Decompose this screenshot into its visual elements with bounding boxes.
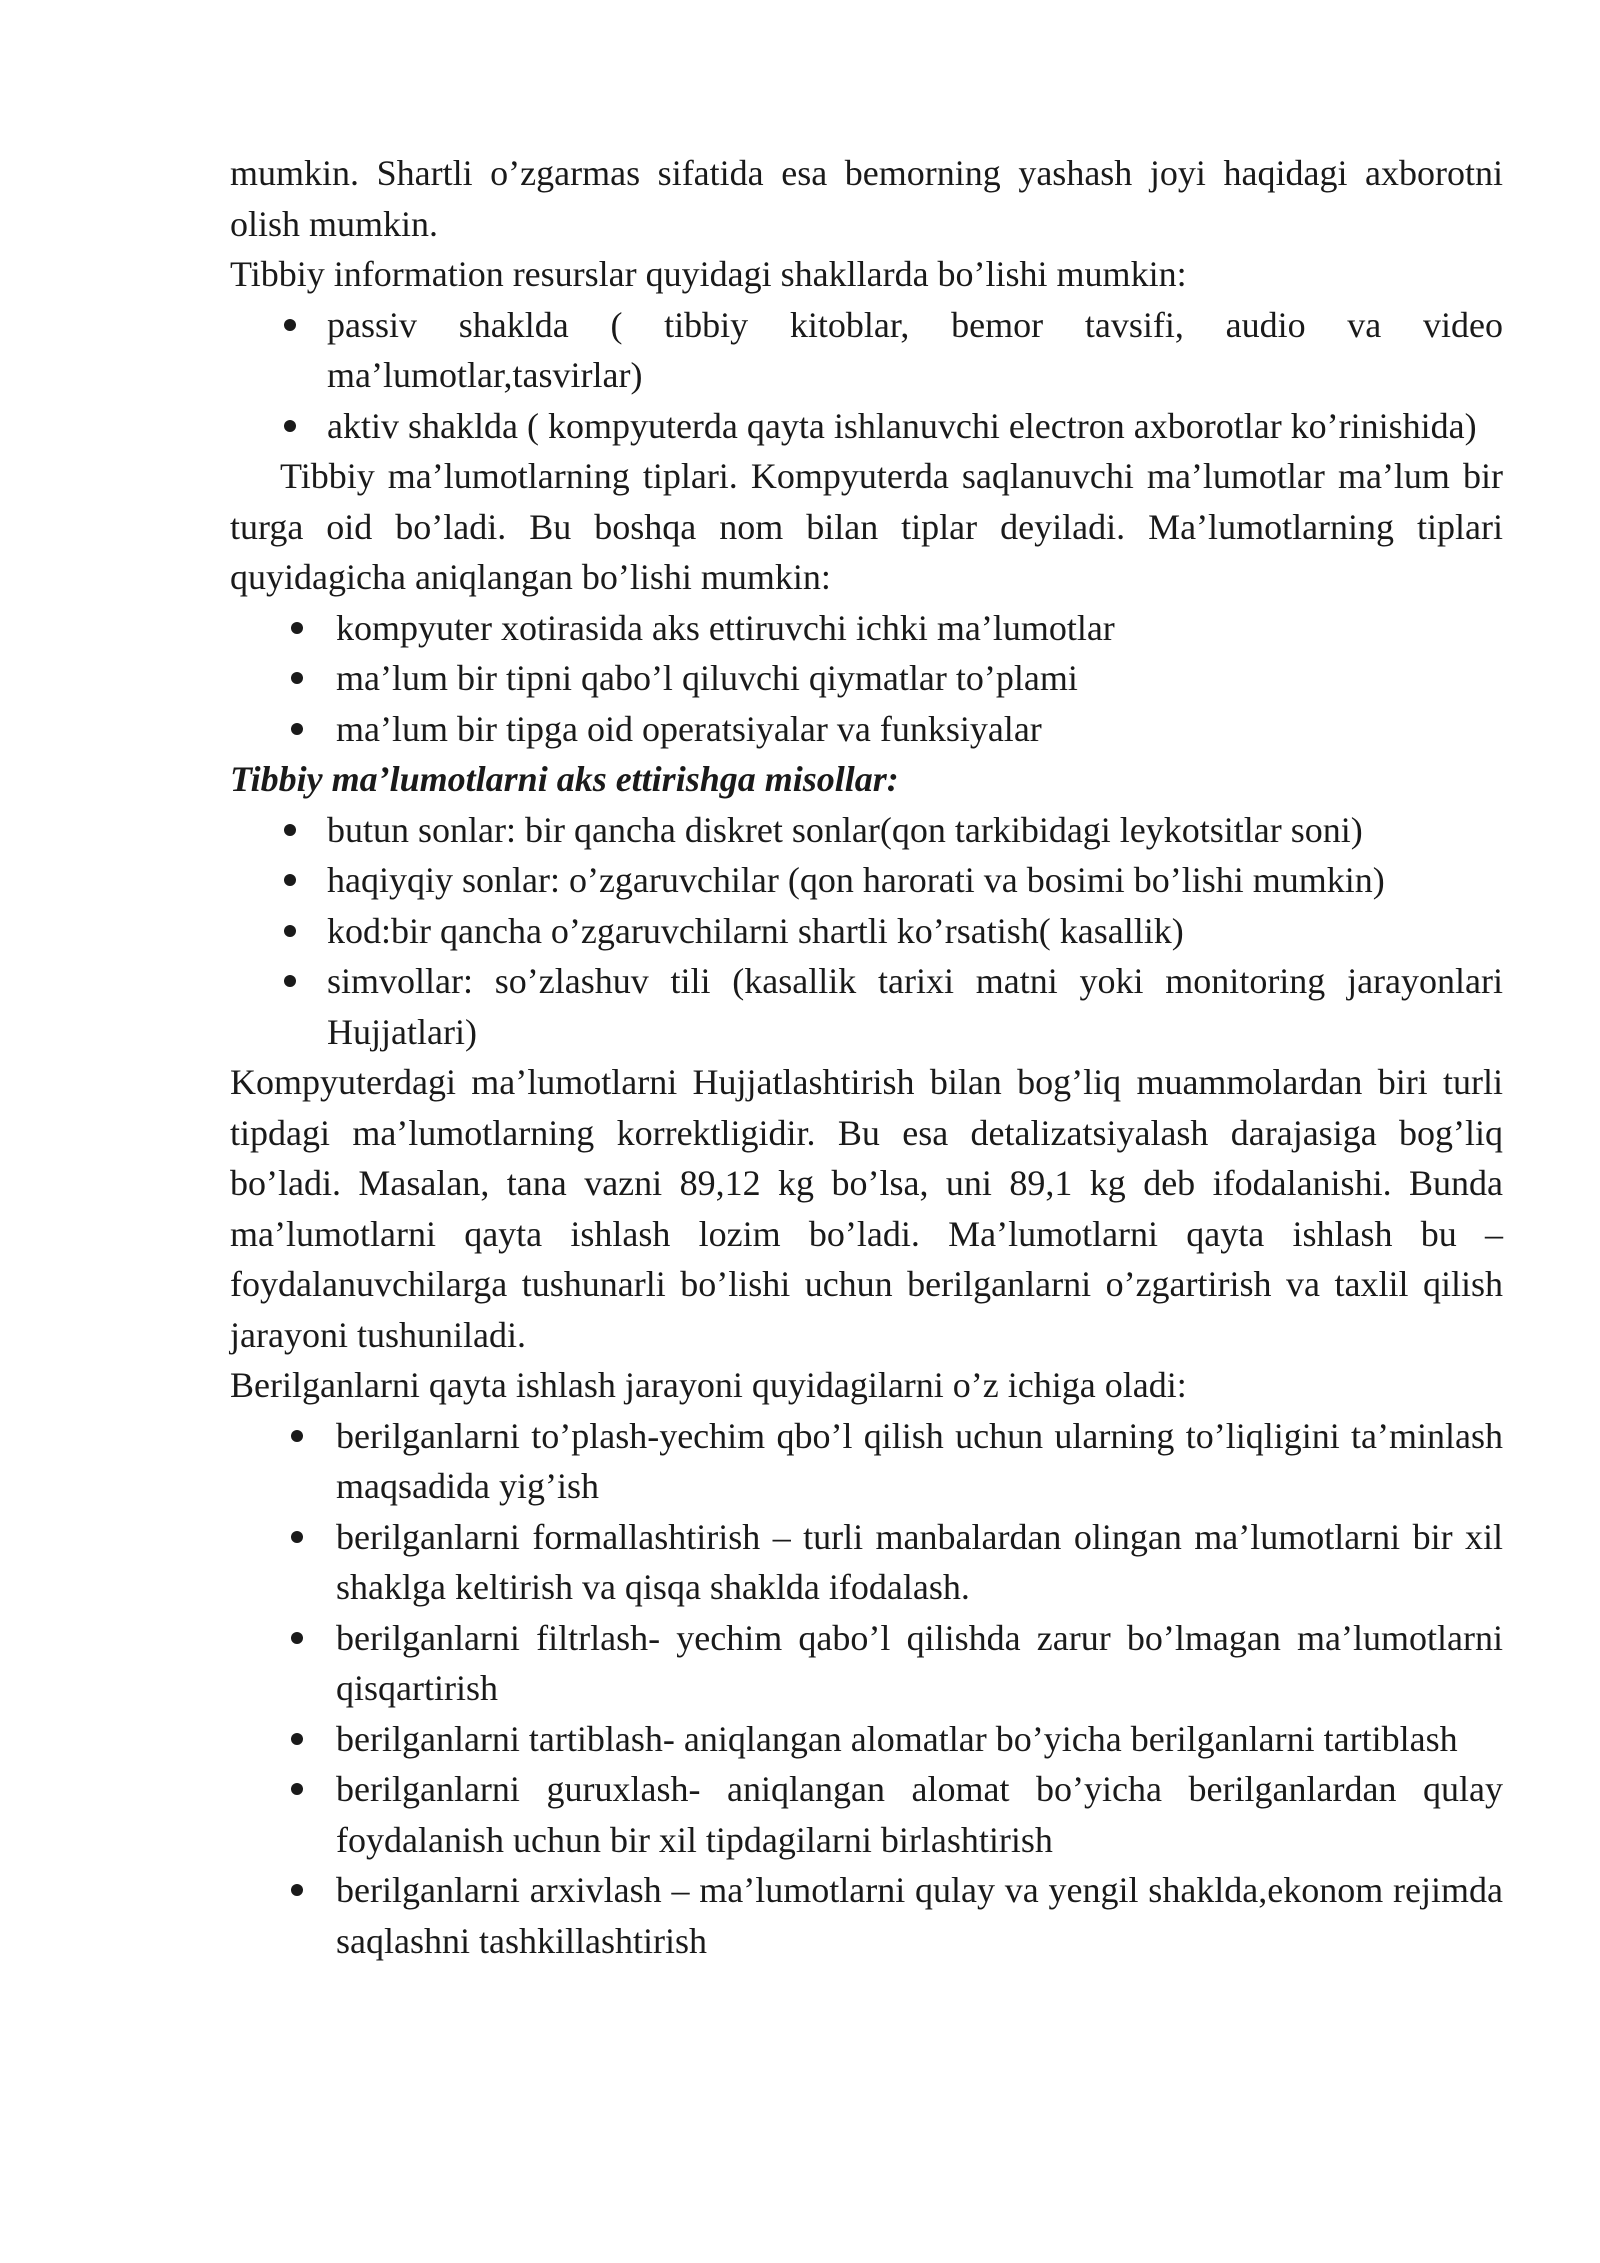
bullet-icon bbox=[284, 420, 296, 432]
list-item: simvollar: so’zlashuv tili (kasallik tarixi matni yoki monitoring jarayonlari Hujjatlari) bbox=[230, 956, 1503, 1057]
bullet-icon bbox=[291, 1884, 303, 1896]
processing-list bbox=[230, 1411, 1503, 1967]
list-item: berilganlarni guruxlash- aniqlangan alomat bo’yicha berilganlardan qulay foydalanish uchun bir xil tipdagilarni birlashtirish bbox=[230, 1764, 1503, 1865]
bullet-icon bbox=[291, 1632, 303, 1644]
resource-forms-list bbox=[230, 300, 1503, 452]
bullet-icon bbox=[291, 672, 303, 684]
paragraph-correctness: Kompyuterdagi ma’lumotlarni Hujjatlashtirish bilan bog’liq muammolardan biri turli tipdagi ma’lumotlarning korrektligidir. Bu esa detalizatsiyalash darajasiga bog’liq bo’ladi. Masalan, tana vazni 89,12 kg bo’lsa, uni 89,1 kg deb ifodalanishi. Bunda ma’lumotlarni qayta ishlash lozim bo’ladi. Ma’lumotlarni qayta ishlash bu – foydalanuvchilarga tushunarli bo’lishi uchun berilganlarni o’zgartirish va taxlil qilish jarayoni tushuniladi. bbox=[230, 1062, 1503, 1355]
list-item: ma’lum bir tipni qabo’l qiluvchi qiymatlar to’plami bbox=[230, 653, 1503, 704]
bullet-icon bbox=[284, 319, 296, 331]
examples-list bbox=[230, 805, 1503, 1058]
bullet-icon bbox=[284, 975, 296, 987]
list-item: kompyuter xotirasida aks ettiruvchi ichki ma’lumotlar bbox=[230, 603, 1503, 654]
list-item: berilganlarni formallashtirish – turli manbalardan olingan ma’lumotlarni bir xil shaklga keltirish va qisqa shaklda ifodalash. bbox=[230, 1512, 1503, 1613]
bullet-icon bbox=[291, 723, 303, 735]
paragraph-resource-forms: Tibbiy information resurslar quyidagi shakllarda bo’lishi mumkin: bbox=[230, 254, 1187, 294]
list-item: berilganlarni arxivlash – ma’lumotlarni qulay va yengil shaklda,ekonom rejimda saqlashni tashkillashtirish bbox=[230, 1865, 1503, 1966]
list-item: haqiyqiy sonlar: o’zgaruvchilar (qon harorati va bosimi bo’lishi mumkin) bbox=[230, 855, 1503, 906]
paragraph-intro: mumkin. Shartli o’zgarmas sifatida esa bemorning yashash joyi haqidagi axborotni olish mumkin. bbox=[230, 153, 1503, 244]
list-item: kod:bir qancha o’zgaruvchilarni shartli ko’rsatish( kasallik) bbox=[230, 906, 1503, 957]
bullet-icon bbox=[291, 1783, 303, 1795]
bullet-icon bbox=[291, 1733, 303, 1745]
bullet-icon bbox=[284, 874, 296, 886]
bullet-icon bbox=[291, 1531, 303, 1543]
paragraph-data-types: Tibbiy ma’lumotlarning tiplari. Kompyuterda saqlanuvchi ma’lumotlar ma’lum bir turga oid bo’ladi. Bu boshqa nom bilan tiplar deyiladi. Ma’lumotlarning tiplari quyidagicha aniqlangan bo’lishi mumkin: bbox=[230, 456, 1503, 597]
list-item: passiv shaklda ( tibbiy kitoblar, bemor tavsifi, audio va video ma’lumotlar,tasvirlar) bbox=[230, 300, 1503, 401]
bullet-icon bbox=[291, 1430, 303, 1442]
bullet-icon bbox=[284, 925, 296, 937]
section-heading: Tibbiy ma’lumotlarni aks ettirishga misollar: bbox=[230, 759, 899, 799]
list-item: aktiv shaklda ( kompyuterda qayta ishlanuvchi electron axborotlar ko’rinishida) bbox=[230, 401, 1503, 452]
data-types-list bbox=[230, 603, 1503, 755]
list-item: berilganlarni tartiblash- aniqlangan alomatlar bo’yicha berilganlarni tartiblash bbox=[230, 1714, 1503, 1765]
bullet-icon bbox=[284, 824, 296, 836]
paragraph-processing: Berilganlarni qayta ishlash jarayoni quyidagilarni o’z ichiga oladi: bbox=[230, 1365, 1187, 1405]
list-item: berilganlarni filtrlash- yechim qabo’l qilishda zarur bo’lmagan ma’lumotlarni qisqartirish bbox=[230, 1613, 1503, 1714]
bullet-icon bbox=[291, 622, 303, 634]
list-item: berilganlarni to’plash-yechim qbo’l qilish uchun ularning to’liqligini ta’minlash maqsadida yig’ish bbox=[230, 1411, 1503, 1512]
list-item: butun sonlar: bir qancha diskret sonlar(qon tarkibidagi leykotsitlar soni) bbox=[230, 805, 1503, 856]
list-item: ma’lum bir tipga oid operatsiyalar va funksiyalar bbox=[230, 704, 1503, 755]
document-page bbox=[230, 148, 1503, 1966]
